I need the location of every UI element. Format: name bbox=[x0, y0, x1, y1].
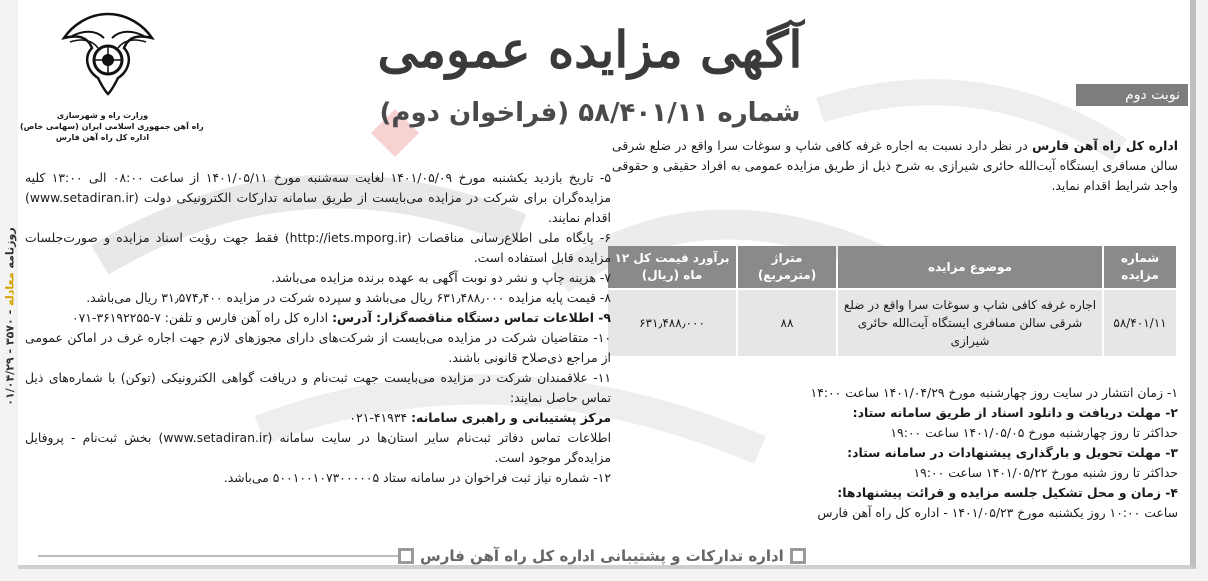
footer-text: اداره تدارکات و پشتیبانی اداره کل راه آهن فارس bbox=[420, 547, 784, 565]
conditions-list bbox=[25, 168, 611, 488]
railway-emblem-icon bbox=[58, 8, 158, 96]
auction-number-subtitle: شماره ۵۸/۴۰۱/۱۱ (فراخوان دوم) bbox=[379, 98, 801, 128]
footer bbox=[38, 545, 806, 567]
support-center-phone: ۴۱۹۳۴-۰۲۱ bbox=[349, 410, 412, 425]
ministry-block bbox=[20, 110, 204, 143]
table-header-subject: موضوع مزایده bbox=[838, 246, 1102, 288]
footer-square-icon bbox=[398, 548, 414, 564]
schedule-list bbox=[618, 383, 1178, 523]
table-header-number: شماره مزایده bbox=[1104, 246, 1176, 288]
footer-square-icon bbox=[790, 548, 806, 564]
ministry-line-2: راه آهن جمهوری اسلامی ایران (سهامی خاص) bbox=[20, 122, 204, 131]
item-3-title: ۳- مهلت تحویل و بارگذاری پیشنهادات در سامانه ستاد: bbox=[847, 445, 1178, 460]
item-12: ۱۲- شماره نیاز ثبت فراخوان در سامانه ستاد ۵۰۰۱۰۰۱۰۷۳۰۰۰۰۰۵ می‌باشد. bbox=[223, 470, 611, 485]
page-title: آگهی مزایده عمومی bbox=[377, 20, 803, 79]
newspaper-name: معادله bbox=[3, 272, 17, 307]
item-4-text: ساعت ۱۰:۰۰ روز یکشنبه مورخ ۱۴۰۱/۰۵/۲۳ - اداره کل راه آهن فارس bbox=[817, 505, 1178, 520]
item-3-text: حداکثر تا روز شنبه مورخ ۱۴۰۱/۰۵/۲۲ ساعت ۱۹:۰۰ bbox=[913, 465, 1178, 480]
cell-auction-number: ۵۸/۴۰۱/۱۱ bbox=[1104, 290, 1176, 356]
item-4-title: ۴- زمان و محل تشکیل جلسه مزایده و قرائت پیشنهادها: bbox=[837, 485, 1178, 500]
item-1: ۱- زمان انتشار در سایت روز چهارشنبه مورخ ۱۴۰۱/۰۴/۲۹ ساعت ۱۴:۰۰ bbox=[810, 385, 1178, 400]
item-5: ۵- تاریخ بازدید یکشنبه مورخ ۱۴۰۱/۰۵/۰۹ لغایت سه‌شنبه مورخ ۱۴۰۱/۰۵/۱۱ از ساعت ۰۸:۰۰ الی ۱۳:۰۰ کلیه مزایده‌گران برای شرکت در مزایده می‌بایست از طریق سامانه تدارکات الکترونیکی دولت (www.setadiran.ir) اقدام نمایند. bbox=[25, 170, 611, 225]
table-header-area: متراژ (مترمربع) bbox=[738, 246, 836, 288]
table-header-price: برآورد قیمت کل ۱۲ ماه (ریال) bbox=[608, 246, 736, 288]
ministry-line-3: اداره کل راه آهن فارس bbox=[55, 133, 150, 142]
round-badge: نوبت دوم bbox=[1076, 84, 1188, 106]
footer-divider bbox=[38, 555, 398, 557]
intro-org-name: اداره کل راه آهن فارس bbox=[1032, 138, 1178, 153]
item-6: ۶- پایگاه ملی اطلاع‌رسانی مناقصات (http://iets.mporg.ir) فقط جهت رؤیت اسناد مزایده و صورت‌جلسات مزایده قابل استفاده است. bbox=[25, 230, 611, 265]
ministry-line-1: وزارت راه و شهرسازی bbox=[56, 111, 149, 120]
cell-price: ۶۳۱٫۴۸۸٫۰۰۰ bbox=[608, 290, 736, 356]
cell-area: ۸۸ bbox=[738, 290, 836, 356]
cell-subject: اجاره غرفه کافی شاپ و سوغات سرا واقع در ضلع شرقی سالن مسافری ایستگاه آیت‌الله حائری شیرازی bbox=[838, 290, 1102, 356]
newspaper-info bbox=[4, 157, 17, 477]
item-7: ۷- هزینه چاپ و نشر دو نوبت آگهی به عهده برنده مزایده می‌باشد. bbox=[271, 270, 611, 285]
registration-info: اطلاعات تماس دفاتر ثبت‌نام سایر استان‌ها در سایت سامانه (www.setadiran.ir) بخش ثبت‌نام - پروفایل مزایده‌گر موجود است. bbox=[25, 430, 612, 465]
newspaper-issue: - ۳۵۷۰ - ۰۱/۰۴/۲۹ bbox=[3, 309, 17, 406]
support-center-title: مرکز پشتیبانی و راهبری سامانه: bbox=[411, 410, 611, 425]
intro-paragraph bbox=[612, 136, 1178, 196]
intro-text: در نظر دارد نسبت به اجاره غرفه کافی شاپ و سوغات سرا واقع در ضلع شرقی سالن مسافری ایستگاه آیت‌الله حائری شیرازی به شرح ذیل از طریق مزایده عمومی به افراد حقیقی و حقوقی واجد شرایط اقدام نماید. bbox=[612, 138, 1178, 193]
item-11: ۱۱- علاقمندان شرکت در مزایده می‌بایست جهت ثبت‌نام و دریافت گواهی الکترونیکی (توکن) با شماره‌های ذیل تماس حاصل نمایند: bbox=[25, 370, 611, 405]
newspaper-sidebar bbox=[0, 150, 22, 480]
item-8: ۸- قیمت پایه مزایده ۶۳۱٫۴۸۸٫۰۰۰ ریال می‌باشد و سپرده شرکت در مزایده ۳۱٫۵۷۴٫۴۰۰ ریال می‌باشد. bbox=[86, 290, 611, 305]
item-2-text: حداکثر تا روز چهارشنبه مورخ ۱۴۰۱/۰۵/۰۵ ساعت ۱۹:۰۰ bbox=[890, 425, 1178, 440]
item-9-text: اداره کل راه آهن فارس و تلفن: ۷-۳۶۱۹۲۲۵۵-۰۷۱ bbox=[72, 310, 333, 325]
item-9-title: ۹- اطلاعات تماس دستگاه مناقصه‌گزار: آدرس: bbox=[332, 310, 611, 325]
auction-table bbox=[606, 244, 1178, 358]
item-10: ۱۰- متقاضیان شرکت در مزایده می‌بایست از شرکت‌های دارای مجوزهای لازم جهت اجاره غرف در اماکن عمومی از مراجع ذی‌صلاح قانونی باشند. bbox=[25, 330, 611, 365]
item-2-title: ۲- مهلت دریافت و دانلود اسناد از طریق سامانه ستاد: bbox=[852, 405, 1178, 420]
table-row bbox=[608, 290, 1176, 356]
newspaper-prefix: روزنامه bbox=[3, 227, 17, 269]
